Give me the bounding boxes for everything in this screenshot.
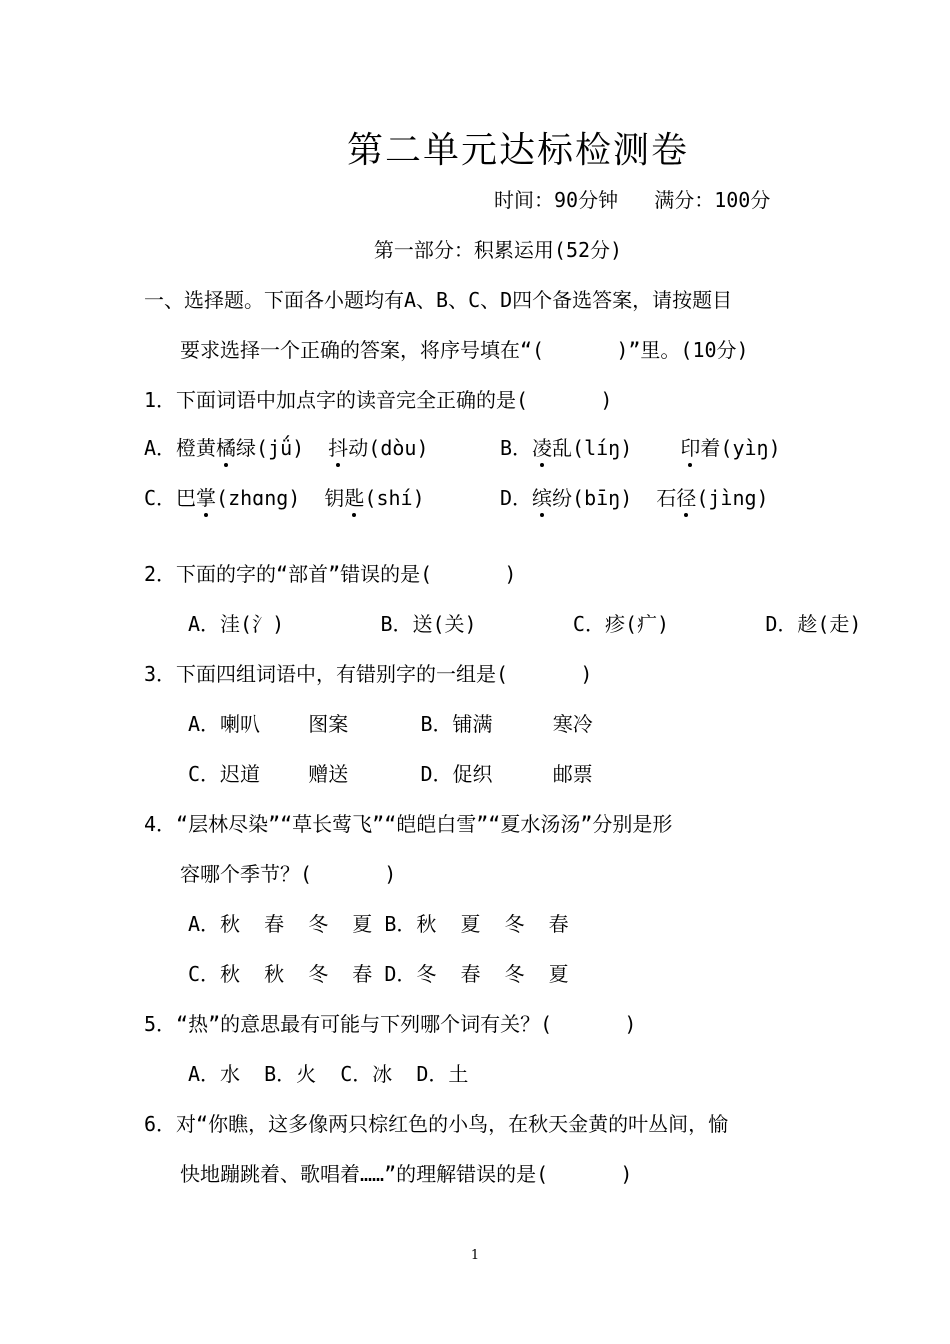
question-4-options-row1: A．秋 春 冬 夏 B．秋 夏 冬 春	[188, 912, 569, 936]
question-2-stem: 2．下面的字的“部首”错误的是( )	[144, 562, 517, 586]
text: D．	[500, 486, 533, 510]
page-number: 1	[470, 1248, 480, 1263]
text: B．	[500, 436, 533, 460]
emphasis-char: 缤	[532, 486, 553, 510]
question-6-stem: 6．对“你瞧，这多像两只棕红色的小鸟，在秋天金黄的叶丛间，愉	[144, 1112, 729, 1136]
text: 纷(bīŋ) 石	[552, 486, 677, 510]
emphasis-char: 掌	[196, 486, 217, 510]
question-5-options: A．水 B．火 C．冰 D．土	[188, 1062, 469, 1086]
text: 绿(jǘ)	[236, 436, 329, 460]
question-4-options-row2: C．秋 秋 冬 春 D．冬 春 冬 夏	[188, 962, 569, 986]
question-3-options-row2: C．迟道 赠送 D．促织 邮票	[188, 762, 593, 786]
emphasis-char: 径	[676, 486, 697, 510]
text: 着(yìŋ)	[700, 436, 781, 460]
part-heading: 第一部分：积累运用(52分)	[373, 238, 623, 262]
question-6-stem-cont: 快地蹦跳着、歌唱着……”的理解错误的是( )	[180, 1162, 633, 1186]
exam-meta: 时间：90分钟 满分：100分	[494, 188, 771, 212]
question-1-stem: 1．下面词语中加点字的读音完全正确的是( )	[144, 388, 613, 412]
section1-instruction: 一、选择题。下面各小题均有A、B、C、D四个备选答案，请按题目	[144, 288, 733, 312]
question-2-options: A．洼(氵) B．送(关) C．疹(疒) D．趁(走)	[188, 612, 862, 636]
section1-instruction-cont: 要求选择一个正确的答案，将序号填在“( )”里。(10分)	[180, 338, 749, 362]
question-5-stem: 5．“热”的意思最有可能与下列哪个词有关？( )	[144, 1012, 637, 1036]
question-3-options-row1: A．喇叭 图案 B．铺满 寒冷	[188, 712, 593, 736]
question-1-option-c	[144, 484, 425, 512]
text: 动(dòu)	[348, 436, 429, 460]
page-title: 第二单元达标检测卷	[346, 130, 689, 171]
emphasis-char: 印	[680, 436, 701, 460]
emphasis-char: 凌	[532, 436, 553, 460]
text: (zhɑng) 钥	[216, 486, 345, 510]
text: (jìng)	[696, 486, 769, 510]
emphasis-char: 匙	[344, 486, 365, 510]
text: C．巴	[144, 486, 197, 510]
emphasis-char: 抖	[328, 436, 349, 460]
question-1-option-b	[500, 434, 781, 462]
question-3-stem: 3．下面四组词语中，有错别字的一组是( )	[144, 662, 593, 686]
text: 乱(líŋ)	[552, 436, 681, 460]
text: (shí)	[364, 486, 425, 510]
question-1-option-a	[144, 434, 429, 462]
text: A．橙黄	[144, 436, 217, 460]
question-4-stem: 4．“层林尽染”“草长莺飞”“皑皑白雪”“夏水汤汤”分别是形	[144, 812, 673, 836]
emphasis-char: 橘	[216, 436, 237, 460]
question-4-stem-cont: 容哪个季节？( )	[180, 862, 397, 886]
question-1-option-d	[500, 484, 769, 512]
